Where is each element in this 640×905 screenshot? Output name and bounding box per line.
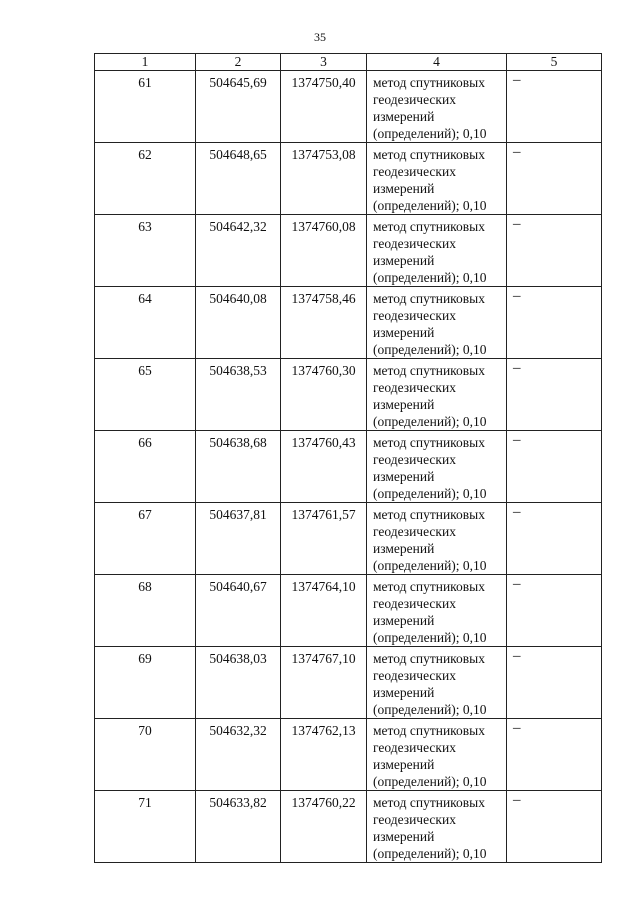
note-cell: – bbox=[507, 143, 602, 215]
method-accuracy-cell: метод спутниковых геодезических измерений (определений); 0,10 bbox=[367, 791, 507, 863]
point-number-cell: 61 bbox=[95, 71, 196, 143]
point-number-cell: 62 bbox=[95, 143, 196, 215]
table-row bbox=[95, 359, 602, 431]
point-number-cell: 67 bbox=[95, 503, 196, 575]
point-number-cell: 69 bbox=[95, 647, 196, 719]
table-body bbox=[95, 71, 602, 863]
note-cell: – bbox=[507, 575, 602, 647]
method-accuracy-cell: метод спутниковых геодезических измерений (определений); 0,10 bbox=[367, 647, 507, 719]
x-coordinate-cell: 504645,69 bbox=[196, 71, 281, 143]
note-cell: – bbox=[507, 287, 602, 359]
method-accuracy-cell: метод спутниковых геодезических измерений (определений); 0,10 bbox=[367, 143, 507, 215]
y-coordinate-cell: 1374761,57 bbox=[281, 503, 367, 575]
x-coordinate-cell: 504637,81 bbox=[196, 503, 281, 575]
column-header-1: 1 bbox=[95, 54, 196, 71]
note-cell: – bbox=[507, 791, 602, 863]
method-accuracy-cell: метод спутниковых геодезических измерений (определений); 0,10 bbox=[367, 719, 507, 791]
header-row bbox=[95, 54, 602, 71]
point-number-cell: 71 bbox=[95, 791, 196, 863]
y-coordinate-cell: 1374764,10 bbox=[281, 575, 367, 647]
method-accuracy-cell: метод спутниковых геодезических измерений (определений); 0,10 bbox=[367, 71, 507, 143]
table-row bbox=[95, 647, 602, 719]
table-row bbox=[95, 71, 602, 143]
x-coordinate-cell: 504633,82 bbox=[196, 791, 281, 863]
table-row bbox=[95, 575, 602, 647]
note-cell: – bbox=[507, 215, 602, 287]
note-cell: – bbox=[507, 719, 602, 791]
method-accuracy-cell: метод спутниковых геодезических измерений (определений); 0,10 bbox=[367, 215, 507, 287]
x-coordinate-cell: 504648,65 bbox=[196, 143, 281, 215]
y-coordinate-cell: 1374760,08 bbox=[281, 215, 367, 287]
point-number-cell: 64 bbox=[95, 287, 196, 359]
column-header-2: 2 bbox=[196, 54, 281, 71]
method-accuracy-cell: метод спутниковых геодезических измерений (определений); 0,10 bbox=[367, 287, 507, 359]
table-row bbox=[95, 719, 602, 791]
y-coordinate-cell: 1374750,40 bbox=[281, 71, 367, 143]
column-header-3: 3 bbox=[281, 54, 367, 71]
y-coordinate-cell: 1374762,13 bbox=[281, 719, 367, 791]
point-number-cell: 63 bbox=[95, 215, 196, 287]
table-header bbox=[95, 54, 602, 71]
x-coordinate-cell: 504638,53 bbox=[196, 359, 281, 431]
table-row bbox=[95, 503, 602, 575]
x-coordinate-cell: 504642,32 bbox=[196, 215, 281, 287]
x-coordinate-cell: 504640,08 bbox=[196, 287, 281, 359]
method-accuracy-cell: метод спутниковых геодезических измерений (определений); 0,10 bbox=[367, 575, 507, 647]
method-accuracy-cell: метод спутниковых геодезических измерений (определений); 0,10 bbox=[367, 359, 507, 431]
method-accuracy-cell: метод спутниковых геодезических измерений (определений); 0,10 bbox=[367, 431, 507, 503]
x-coordinate-cell: 504638,03 bbox=[196, 647, 281, 719]
table-row bbox=[95, 287, 602, 359]
y-coordinate-cell: 1374760,22 bbox=[281, 791, 367, 863]
note-cell: – bbox=[507, 431, 602, 503]
table-row bbox=[95, 431, 602, 503]
method-accuracy-cell: метод спутниковых геодезических измерений (определений); 0,10 bbox=[367, 503, 507, 575]
page-number: 35 bbox=[314, 30, 326, 44]
x-coordinate-cell: 504632,32 bbox=[196, 719, 281, 791]
note-cell: – bbox=[507, 71, 602, 143]
note-cell: – bbox=[507, 503, 602, 575]
coordinates-table bbox=[94, 53, 602, 863]
y-coordinate-cell: 1374760,43 bbox=[281, 431, 367, 503]
table-row bbox=[95, 215, 602, 287]
x-coordinate-cell: 504638,68 bbox=[196, 431, 281, 503]
column-header-5: 5 bbox=[507, 54, 602, 71]
point-number-cell: 70 bbox=[95, 719, 196, 791]
table-row bbox=[95, 143, 602, 215]
point-number-cell: 65 bbox=[95, 359, 196, 431]
point-number-cell: 68 bbox=[95, 575, 196, 647]
table-row bbox=[95, 791, 602, 863]
note-cell: – bbox=[507, 647, 602, 719]
y-coordinate-cell: 1374760,30 bbox=[281, 359, 367, 431]
x-coordinate-cell: 504640,67 bbox=[196, 575, 281, 647]
point-number-cell: 66 bbox=[95, 431, 196, 503]
note-cell: – bbox=[507, 359, 602, 431]
y-coordinate-cell: 1374767,10 bbox=[281, 647, 367, 719]
y-coordinate-cell: 1374753,08 bbox=[281, 143, 367, 215]
column-header-4: 4 bbox=[367, 54, 507, 71]
y-coordinate-cell: 1374758,46 bbox=[281, 287, 367, 359]
